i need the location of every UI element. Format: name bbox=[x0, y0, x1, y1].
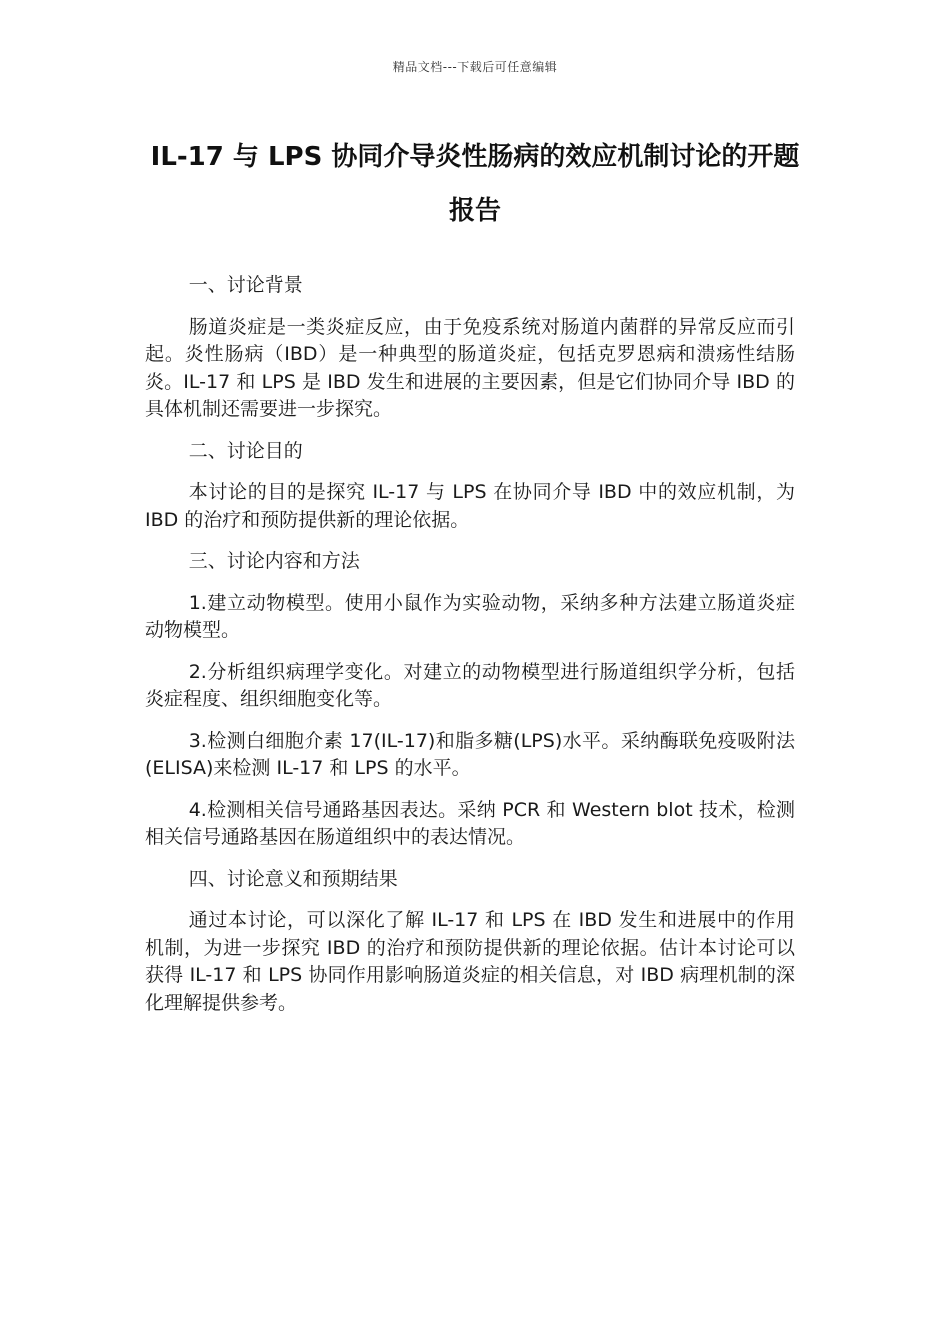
section-heading: 三、讨论内容和方法 bbox=[188, 550, 360, 572]
section-heading: 二、讨论目的 bbox=[188, 439, 303, 462]
header-note: 精品文档---下载后可任意编辑 bbox=[392, 60, 558, 74]
body-paragraph: 本讨论的目的是探究 IL-17 与 LPS 在协同介导 IBD 中的效应机制，为 IBD 的治疗和预防提供新的理论依据。 bbox=[145, 481, 795, 531]
document-body bbox=[145, 272, 795, 1031]
section-heading: 四、讨论意义和预期结果 bbox=[188, 867, 398, 890]
document-title: IL-17 与 LPS 协同介导炎性肠病的效应机制讨论的开题报告 bbox=[150, 142, 800, 226]
list-item: 3.检测白细胞介素 17(IL-17)和脂多糖(LPS)水平。采纳酶联免疫吸附法(ELISA)来检测 IL-17 和 LPS 的水平。 bbox=[145, 729, 795, 779]
body-paragraph: 通过本讨论，可以深化了解 IL-17 和 LPS 在 IBD 发生和进展中的作用机制，为进一步探究 IBD 的治疗和预防提供新的理论依据。估计本讨论可以获得 IL-17 和 LPS 协同作用影响肠道炎症的相关信息，对 IBD 病理机制的深化理解提供参考。 bbox=[145, 909, 795, 1014]
section-heading: 一、讨论背景 bbox=[188, 274, 303, 296]
list-item: 1.建立动物模型。使用小鼠作为实验动物，采纳多种方法建立肠道炎症动物模型。 bbox=[145, 591, 795, 641]
list-item: 4.检测相关信号通路基因表达。采纳 PCR 和 Western blot 技术，检测相关信号通路基因在肠道组织中的表达情况。 bbox=[145, 798, 795, 848]
body-paragraph: 肠道炎症是一类炎症反应，由于免疫系统对肠道内菌群的异常反应而引起。炎性肠病（IBD）是一种典型的肠道炎症，包括克罗恩病和溃疡性结肠炎。IL-17 和 LPS 是 IBD 发生和进展的主要因素，但是它们协同介导 IBD 的具体机制还需要进一步探究。 bbox=[145, 315, 795, 420]
list-item: 2.分析组织病理学变化。对建立的动物模型进行肠道组织学分析，包括炎症程度、组织细胞变化等。 bbox=[145, 660, 795, 710]
